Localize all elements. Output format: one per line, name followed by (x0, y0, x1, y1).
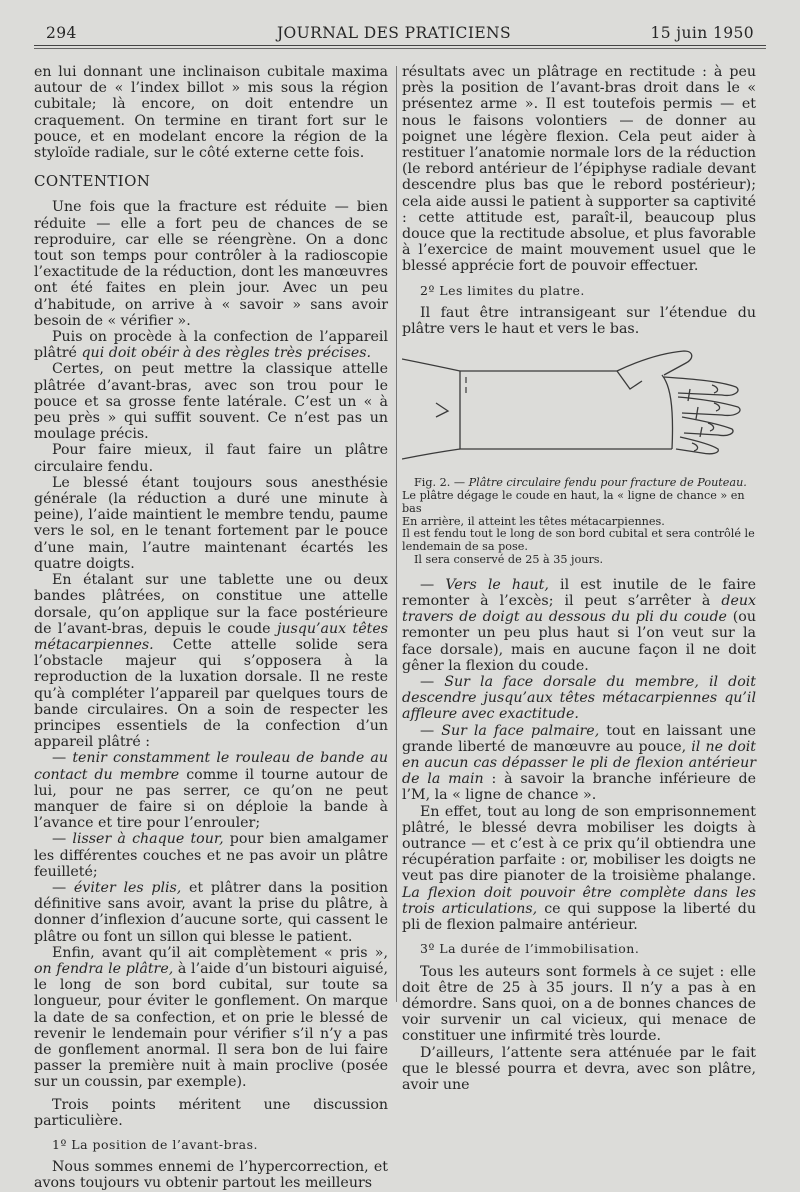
paragraph: Trois points méritent une discussion particulière. (34, 1096, 388, 1129)
figure-caption (402, 477, 756, 567)
list-item: — tenir constamment le rouleau de bande au contact du membre comme il tourne autour de lui, pour ne pas serrer, ce qu’on ne peut manquer de faire si on déploie la bande à l’avance et tire pour l’enrouler; (34, 750, 388, 832)
list-item: — éviter les plis, et plâtrer dans la position définitive sans avoir, avant la prise du plâtre, à donner d’inflexion d’aucune sorte, qui cassent le plâtre ou font un sillon qui blesse le patient. (34, 879, 388, 945)
paragraph: Certes, on peut mettre la classique attelle plâtrée d’avant-bras, avec son trou pour le pouce et sa grosse fente latérale. C’est un « à peu près » qui suffit souvent. Ce n’est pas un moulage précis. (34, 361, 388, 443)
paragraph: résultats avec un plâtrage en rectitude : à peu près la position de l’avant-bras droit dans le « présentez arme ». Il est toutefois permis — et nous le faisons volontiers — de donner au poignet une légère flexion. Cela peut aider à restituer l’anatomie normale lors de la réduction (le rebord antérieur de l’épiphyse radiale devant descendre plus bas que le rebord postérieur); cela aide aussi le patient à supporter sa captivité : cette attitude est, paraît-il, beaucoup plus douce que la rectitude absolue, et plus favorable à l’exercice de maint mouvement usuel que le blessé apprécie fort de pouvoir effectuer. (402, 64, 756, 275)
paragraph: Il faut être intransigeant sur l’étendue du plâtre vers le haut et vers le bas. (402, 304, 756, 338)
column-separator (396, 66, 397, 1002)
paragraph: Tous les auteurs sont formels à ce sujet : elle doit être de 25 à 35 jours. Il n’y a pas à en démordre. Sans quoi, on a de bonnes chances de voir survenir un cal vicieux, qui menace de constituer une infirmité très lourde. (402, 963, 756, 1045)
caption-line: Il est fendu tout le long de son bord cubital et sera contrôlé le lendemain de sa pose. (402, 527, 755, 554)
list-item: — Vers le haut, il est inutile de le faire remonter à l’excès; il peut s’arrêter à deux travers de doigt au dessous du pli du coude (ou remonter un peu plus haut si l’on veut sur la face dorsale), mais en aucune façon il ne doit gêner la flexion du coude. (402, 576, 756, 674)
paragraph: Le blessé étant toujours sous anesthésie générale (la réduction a duré une minute à peine), l’aide maintient le membre tendu, paume vers le sol, en le tenant fortement par le pouce d’une main, l’autre maintenant écartés les quatre doigts. (34, 474, 388, 572)
left-column (34, 64, 388, 1192)
list-item: — Sur la face dorsale du membre, il doit descendre jusqu’aux têtes métacarpiennes qu’il affleure avec exactitude. (402, 674, 757, 723)
right-column (402, 64, 756, 1093)
paragraph: En étalant sur une tablette une ou deux bandes plâtrées, on constitue une attelle dorsale, qu’on applique sur la face postérieure de l’avant-bras, depuis le coude jusqu’aux têtes métacarpiennes. Cette attelle solide sera l’obstacle majeur qui s’opposera à la reproduction de la luxation dorsale. Il ne reste qu’à compléter l’appareil par quelques tours de bande circulaires. On a soin de respecter les principes essentiels de la confection d’un appareil plâtré : (34, 572, 388, 751)
paragraph: En effet, tout au long de son emprisonnement plâtré, le blessé devra mobiliser les doigts à outrance — et c’est à ce prix qu’il obtiendra une récupération parfaite : or, mobiliser les doigts ne veut pas dire pianoter de la troisième phalange. La flexion doit pouvoir être complète dans les trois articulations, ce qui suppose la liberté du pli de flexion palmaire antérieur. (402, 803, 757, 934)
list-item: — Sur la face palmaire, tout en laissant une grande liberté de manœuvre au pouce, il ne doit en aucun cas dépasser le pli de flexion antérieur de la main : à savoir la branche inférieure de l’M, la « ligne de chance ». (402, 722, 756, 804)
caption-line: En arrière, il atteint les têtes métacarpiennes. (402, 514, 665, 528)
paragraph: Enfin, avant qu’il ait complètement « pris », on fendra le plâtre, à l’aide d’un bistouri aiguisé, le long de son bord cubital, sur toute sa longueur, pour éviter le gonflement. On marque la date de sa confection, et on prie le blessé de revenir le lendemain pour vérifier s’il n’y a pas de gonflement anormal. Il sera bon de lui faire passer la première nuit à main proclive (posée sur un coussin, par exemple). (34, 944, 389, 1091)
paragraph: en lui donnant une inclinaison cubitale maxima autour de « l’index billot » mis sous la région cubitale; là encore, on doit entendre un craquement. On termine en tirant fort sur le pouce, et en modelant encore la région de la styloïde radiale, sur le côté externe cette fois. (34, 64, 388, 162)
paragraph: Une fois que la fracture est réduite — bien réduite — elle a fort peu de chances de se reproduire, car elle se réengrène. On a donc tout son temps pour contrôler à la radioscopie l’exactitude de la réduction, dont les manœuvres ont été faites en plein jour. Avec un peu d’habitude, on arrive à « savoir » sans avoir besoin de « vérifier ». (34, 199, 388, 329)
forearm-cast-illustration (402, 345, 756, 475)
figure-plaster-cast (402, 345, 756, 475)
paragraph: D’ailleurs, l’attente sera atténuée par le fait que le blessé pourra et devra, avec son plâtre, avoir une (402, 1044, 756, 1093)
caption-line: Le plâtre dégage le coude en haut, la « ligne de chance » en bas (402, 489, 745, 515)
paragraph: Nous sommes ennemi de l’hypercorrection, et avons toujours vu obtenir partout les meilleurs (34, 1159, 388, 1192)
caption-line: Il sera conservé de 25 à 35 jours. (414, 553, 604, 567)
section-heading-limites: 2º Les limites du platre. (420, 282, 585, 298)
list-item: — lisser à chaque tour, pour bien amalgamer les différentes couches et ne pas avoir un plâtre feuilleté; (34, 831, 389, 880)
journal-title: JOURNAL DES PRATICIENS (276, 24, 512, 42)
section-heading-contention: CONTENTION (34, 172, 151, 191)
header-rule-secondary (34, 48, 766, 49)
issue-date: 15 juin 1950 (650, 24, 754, 42)
page-number: 294 (46, 24, 77, 42)
caption-title: Fig. 2. — Plâtre circulaire fendu pour fracture de Pouteau. (414, 476, 747, 490)
section-heading-duree: 3º La durée de l’immobilisation. (420, 941, 640, 957)
paragraph: Pour faire mieux, il faut faire un plâtre circulaire fendu. (34, 442, 388, 475)
header-rule (34, 45, 766, 46)
paragraph: Puis on procède à la confection de l’appareil plâtré qui doit obéir à des règles très précises. (34, 329, 388, 362)
section-heading-position: 1º La position de l’avant-bras. (52, 1137, 258, 1152)
